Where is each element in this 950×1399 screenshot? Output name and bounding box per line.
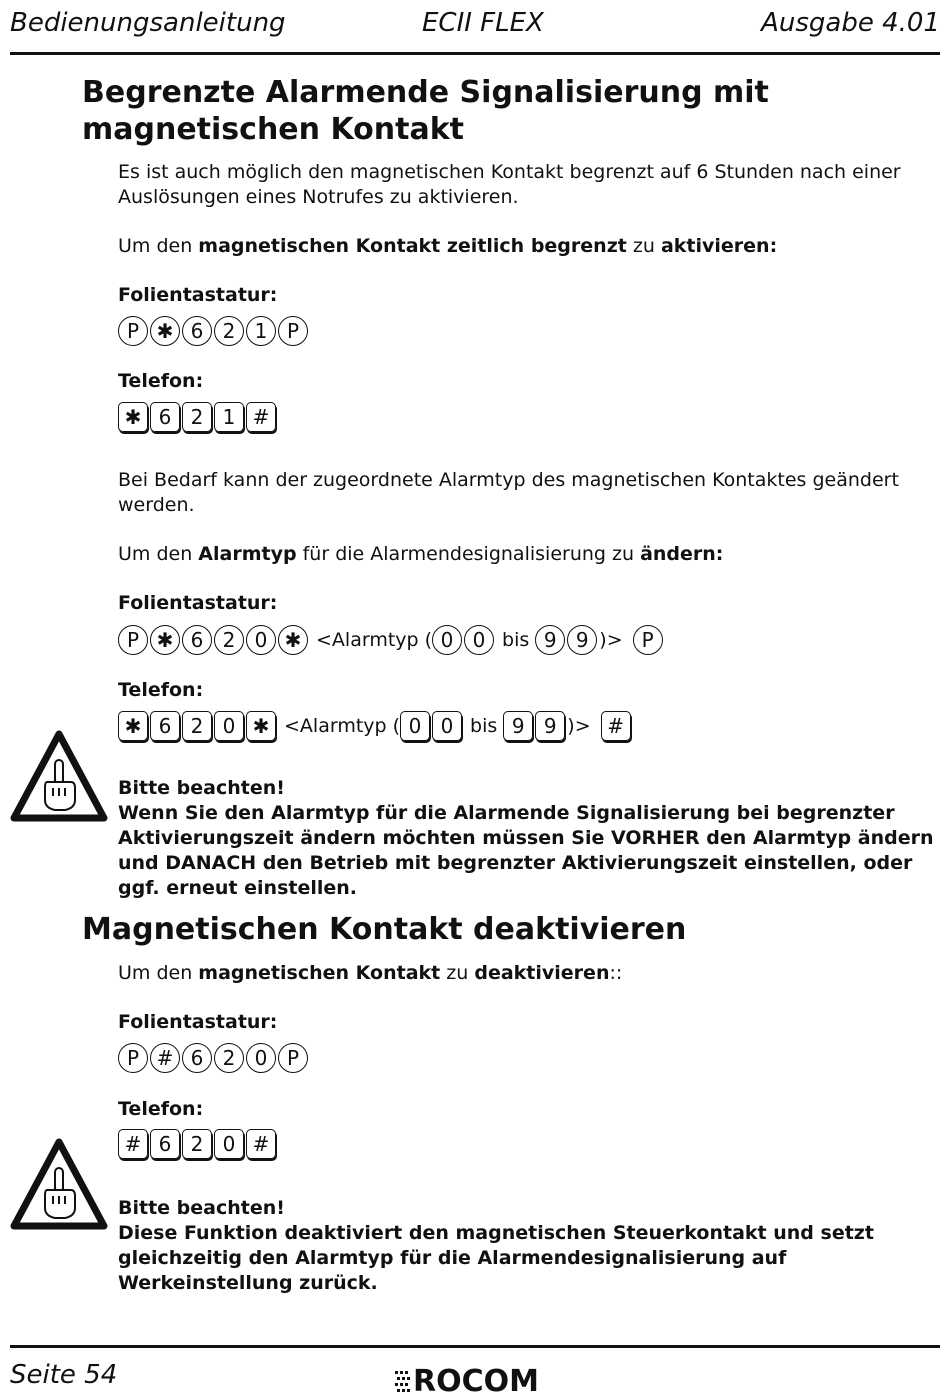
instr-bold: magnetischen Kontakt zeitlich begrenzt [198,235,627,257]
instr-text: Um den [118,962,199,984]
keypad-key: 0 [432,625,462,655]
section1-instruction-change [118,542,928,567]
note-title: Bitte beachten! [118,777,285,799]
keypad-key: P [278,316,308,346]
logo-text: ROCOM [413,1364,539,1399]
instr-text: :: [609,962,623,984]
phone-key: 0 [214,711,244,741]
note2 [118,1196,938,1296]
keypad-key: 9 [535,625,565,655]
phone-key: 0 [400,711,430,741]
keypad-key: 2 [214,1043,244,1073]
section2-instruction [118,961,928,986]
keypad-key: 0 [464,625,494,655]
logo-mark-icon [395,1369,413,1395]
phone-key: # [601,711,631,741]
keypad-key: P [118,316,148,346]
alarmtyp-close-text: )> [599,629,623,651]
note-text: Diese Funktion deaktiviert den magnetischen Steuerkontakt und setzt gleichzeitig den Alarmtyp für die Alarmendesignalisierung auf Werkeinstellung zurück. [118,1222,874,1294]
phone-key: 2 [182,402,212,432]
footer-rule [10,1345,940,1348]
keypad-key: P [118,625,148,655]
warning-hand-icon [10,730,108,822]
keypad-key: 0 [246,1043,276,1073]
phone-key: 1 [214,402,244,432]
phone-key: 2 [182,711,212,741]
keypad-key: 6 [182,1043,212,1073]
telefon2-label: Telefon: [118,679,204,701]
keypad-key: 1 [246,316,276,346]
section1-instruction-activate [118,234,928,259]
keypad-key: 6 [182,625,212,655]
phone-key: # [118,1129,148,1159]
alarmtyp-text: <Alarmtyp ( [284,715,401,737]
note-text: Wenn Sie den Alarmtyp für die Alarmende Signalisierung bei begrenzter Aktivierungszeit ändern möchten müssen Sie VORHER den Alarmtyp ändern und DANACH den Betrieb mit begrenzter Aktivierungszeit einstellen, oder ggf. erneut einstellen. [118,802,934,899]
header-right: Ausgabe 4.01 [761,8,940,38]
keypad-key: 2 [214,625,244,655]
folie2-key-sequence [118,622,665,658]
instr-text: Um den [118,543,199,565]
instr-bold: Alarmtyp [198,543,297,565]
instr-text: zu [440,962,475,984]
section2-title: Magnetischen Kontakt deaktivieren [82,912,687,947]
folie2-label: Folientastatur: [118,592,278,614]
keypad-key: # [150,1043,180,1073]
keypad-key: 0 [246,625,276,655]
telefon-label: Telefon: [118,370,204,392]
folie3-label: Folientastatur: [118,1011,278,1033]
phone-key: 6 [150,711,180,741]
header-center: ECII FLEX [422,8,544,38]
instr-text: zu [626,235,661,257]
phone-key: ✱ [118,402,148,432]
section1-title: Begrenzte Alarmende Signalisierung mit magnetischen Kontakt [82,75,769,147]
telefon3-label: Telefon: [118,1098,204,1120]
keypad-key: P [278,1043,308,1073]
keypad-key: P [633,625,663,655]
phone-key: 6 [150,402,180,432]
instr-text: für die Alarmendesignalisierung zu [296,543,641,565]
alarmtyp-close-text: )> [567,715,591,737]
keypad-key: 9 [567,625,597,655]
phone-key: ✱ [118,711,148,741]
phone-key: ✱ [246,711,276,741]
warning-hand-icon [10,1138,108,1230]
folie-label: Folientastatur: [118,284,278,306]
header-left: Bedienungsanleitung [10,8,286,38]
telefon2-key-sequence [118,708,633,744]
section1-intro: Es ist auch möglich den magnetischen Kontakt begrenzt auf 6 Stunden nach einer Auslösungen eines Notrufes zu aktivieren. [118,161,901,208]
phone-key: 9 [535,711,565,741]
telefon3-key-sequence [118,1126,278,1162]
bis-text: bis [470,715,498,737]
phone-key: 9 [503,711,533,741]
instr-bold: ändern: [640,543,724,565]
instr-bold: aktivieren: [660,235,778,257]
section1-bedarf: Bei Bedarf kann der zugeordnete Alarmtyp des magnetischen Kontaktes geändert werden. [118,469,899,516]
telefon-key-sequence [118,399,278,435]
phone-key: 6 [150,1129,180,1159]
keypad-key: ✱ [278,625,308,655]
phone-key: 2 [182,1129,212,1159]
header-rule [10,52,940,55]
rocom-logo [395,1364,539,1399]
keypad-key: ✱ [150,625,180,655]
phone-key: # [246,402,276,432]
keypad-key: P [118,1043,148,1073]
phone-key: 0 [432,711,462,741]
instr-bold: deaktivieren [474,962,610,984]
instr-bold: magnetischen Kontakt [198,962,441,984]
instr-text: Um den [118,235,199,257]
phone-key: 0 [214,1129,244,1159]
folie3-key-sequence [118,1040,310,1076]
alarmtyp-text: <Alarmtyp ( [316,629,433,651]
bis-text: bis [502,629,530,651]
note1 [118,776,938,901]
folie-key-sequence [118,313,310,349]
phone-key: # [246,1129,276,1159]
note-title: Bitte beachten! [118,1197,285,1219]
page-number: Seite 54 [10,1360,118,1390]
keypad-key: ✱ [150,316,180,346]
keypad-key: 2 [214,316,244,346]
keypad-key: 6 [182,316,212,346]
